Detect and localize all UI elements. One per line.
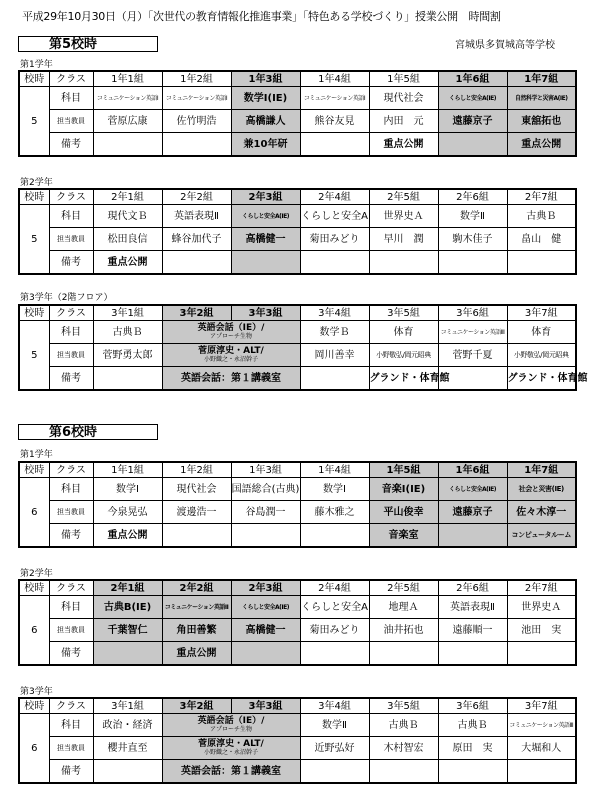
remarks-cell (369, 642, 438, 666)
merged-subject-cell (162, 714, 300, 737)
class-header: 1年2組 (162, 71, 231, 87)
class-header: 1年5組 (369, 71, 438, 87)
class-header: 3年6組 (438, 305, 507, 321)
class-header: 3年1組 (93, 305, 162, 321)
teacher-cell: 渡邊浩一 (162, 501, 231, 524)
class-header: 1年5組 (369, 462, 438, 478)
teacher-label: 担当教員 (49, 110, 93, 133)
class-header: 3年7組 (507, 698, 576, 714)
teacher-label: 担当教員 (49, 737, 93, 760)
class-column-header: クラス (49, 698, 93, 714)
merged-subject-cell (162, 321, 300, 344)
period-title: 第5校時 (18, 36, 158, 52)
teacher-label: 担当教員 (49, 501, 93, 524)
class-header: 2年3組 (231, 580, 300, 596)
subject-cell: 政治・経済 (93, 714, 162, 737)
subject-cell: コミュニケーション英語Ⅰ (93, 87, 162, 110)
teacher-cell: 大堀和人 (507, 737, 576, 760)
remarks-label: 備考 (49, 133, 93, 157)
class-header: 1年7組 (507, 71, 576, 87)
subject-label: 科目 (49, 205, 93, 228)
remarks-cell: 重点公開 (162, 642, 231, 666)
teacher-sub: 小野織之・永沼幹子 (203, 749, 258, 756)
teacher-cell: 近野弘好 (300, 737, 369, 760)
subject-cell: 現代文Ｂ (93, 205, 162, 228)
school-name: 宮城県多賀城高等学校 (455, 40, 555, 51)
subject-cell: 世界史Ａ (507, 596, 576, 619)
class-header: 2年7組 (507, 189, 576, 205)
class-header: 3年7組 (507, 305, 576, 321)
class-header: 1年6組 (438, 71, 507, 87)
subject-cell: 古典Ｂ (93, 321, 162, 344)
class-header: 2年1組 (93, 580, 162, 596)
class-header: 1年3組 (231, 462, 300, 478)
merged-teacher-cell (162, 737, 300, 760)
subject-cell: 社会と災害(IE) (507, 478, 576, 501)
period-number: 6 (19, 596, 49, 666)
subject-cell: 現代社会 (162, 478, 231, 501)
remarks-cell (162, 133, 231, 157)
remarks-cell: コンピュータルーム (507, 524, 576, 548)
subject-cell: コミュニケーション英語Ⅰ (162, 87, 231, 110)
period-column-header: 校時 (19, 71, 49, 87)
grade-label: 第2学年 (20, 178, 53, 188)
period-column-header: 校時 (19, 580, 49, 596)
class-header: 2年6組 (438, 580, 507, 596)
page-title: 平成29年10月30日（月）「次世代の教育情報化推進事業」「特色ある学校づくり」授業公開 時間割 (22, 10, 501, 23)
period-number: 5 (19, 205, 49, 275)
class-header: 1年1組 (93, 462, 162, 478)
class-header: 2年5組 (369, 189, 438, 205)
subject-label: 科目 (49, 596, 93, 619)
subject-cell: 古典Ｂ (438, 714, 507, 737)
remarks-cell: 兼10年研 (231, 133, 300, 157)
teacher-cell: 内田 元 (369, 110, 438, 133)
subject-cell: 音楽Ⅰ(IE) (369, 478, 438, 501)
class-header: 1年1組 (93, 71, 162, 87)
remarks-cell (507, 760, 576, 784)
teacher-cell: 高橋謙人 (231, 110, 300, 133)
remarks-label: 備考 (49, 367, 93, 391)
subject-cell: くらしと安全A(IE) (438, 87, 507, 110)
class-header: 1年4組 (300, 71, 369, 87)
remarks-cell (231, 524, 300, 548)
remarks-cell (300, 642, 369, 666)
timetable (18, 579, 577, 666)
remarks-cell (93, 760, 162, 784)
teacher-cell: 菅原広康 (93, 110, 162, 133)
subject-cell: 数学Ⅰ(IE) (231, 87, 300, 110)
class-column-header: クラス (49, 189, 93, 205)
class-header: 3年4組 (300, 698, 369, 714)
teacher-cell: 高橋健一 (231, 619, 300, 642)
teacher-cell: 蜂谷加代子 (162, 228, 231, 251)
subject-cell: コミュニケーション英語Ⅲ (507, 714, 576, 737)
subject-cell: 国語総合(古典) (231, 478, 300, 501)
teacher-cell: 東舘拓也 (507, 110, 576, 133)
teacher-cell: 菊田みどり (300, 619, 369, 642)
remarks-cell: グランド・体育館 (507, 367, 576, 391)
subject-sub: アプローチ生物 (209, 726, 252, 733)
teacher-cell: 池田 実 (507, 619, 576, 642)
teacher-cell: 高橋健一 (231, 228, 300, 251)
merged-remarks-cell: 英語会話：第１講義室 (162, 760, 300, 784)
remarks-label: 備考 (49, 524, 93, 548)
subject-label: 科目 (49, 714, 93, 737)
remarks-cell (300, 367, 369, 391)
remarks-cell (231, 251, 300, 275)
subject-cell: 古典Ｂ (369, 714, 438, 737)
class-column-header: クラス (49, 462, 93, 478)
remarks-cell (438, 251, 507, 275)
subject-cell: くらしと安全A(IE) (438, 478, 507, 501)
class-header: 3年3組 (231, 698, 300, 714)
class-header: 1年2組 (162, 462, 231, 478)
class-header: 1年7組 (507, 462, 576, 478)
class-column-header: クラス (49, 580, 93, 596)
subject-cell: 現代社会 (369, 87, 438, 110)
remarks-cell: 音楽室 (369, 524, 438, 548)
subject-cell: 古典Ｂ (507, 205, 576, 228)
teacher-sub: 小野織之・永沼幹子 (203, 356, 258, 363)
period-column-header: 校時 (19, 189, 49, 205)
class-header: 2年5組 (369, 580, 438, 596)
teacher-label: 担当教員 (49, 344, 93, 367)
subject-cell: くらしと安全A(IE) (231, 596, 300, 619)
subject-cell: 数学Ⅰ (300, 478, 369, 501)
teacher-cell: 佐々木淳一 (507, 501, 576, 524)
subject-cell: 地理Ａ (369, 596, 438, 619)
remarks-cell: 重点公開 (93, 251, 162, 275)
subject-cell: 英語表現Ⅱ (438, 596, 507, 619)
class-header: 3年3組 (231, 305, 300, 321)
subject-cell: 自然科学と災害A(IE) (507, 87, 576, 110)
remarks-cell (507, 642, 576, 666)
period-number: 6 (19, 714, 49, 784)
period-number: 5 (19, 321, 49, 391)
teacher-cell: 菅野勇太郎 (93, 344, 162, 367)
teacher-cell: 遠藤京子 (438, 110, 507, 133)
class-column-header: クラス (49, 305, 93, 321)
remarks-cell (300, 760, 369, 784)
class-header: 1年6組 (438, 462, 507, 478)
subject-cell: コミュニケーション英語Ⅰ (300, 87, 369, 110)
remarks-cell (438, 642, 507, 666)
subject-cell: くらしと安全A(IE) (231, 205, 300, 228)
timetable (18, 461, 577, 548)
period-column-header: 校時 (19, 462, 49, 478)
grade-label: 第2学年 (20, 569, 53, 579)
teacher-cell: 谷島潤一 (231, 501, 300, 524)
teacher-cell: 油井拓也 (369, 619, 438, 642)
subject-cell: くらしと安全A (300, 596, 369, 619)
grade-label: 第1学年 (20, 450, 53, 460)
timetable (18, 70, 577, 157)
teacher-cell: 岡川善幸 (300, 344, 369, 367)
timetable (18, 188, 577, 275)
grade-label: 第3学年（2階フロア） (20, 293, 113, 303)
remarks-label: 備考 (49, 251, 93, 275)
class-header: 3年1組 (93, 698, 162, 714)
subject-main: 英語会話（IE）/ (197, 323, 265, 333)
period-column-header: 校時 (19, 305, 49, 321)
remarks-cell: 重点公開 (369, 133, 438, 157)
class-column-header: クラス (49, 71, 93, 87)
remarks-cell (507, 251, 576, 275)
teacher-cell: 遠藤順一 (438, 619, 507, 642)
teacher-cell: 早川 潤 (369, 228, 438, 251)
remarks-cell (93, 367, 162, 391)
class-header: 3年6組 (438, 698, 507, 714)
teacher-cell: 原田 実 (438, 737, 507, 760)
teacher-cell: 櫻井直至 (93, 737, 162, 760)
class-header: 2年2組 (162, 189, 231, 205)
period-title: 第6校時 (18, 424, 158, 440)
subject-cell: 古典B(IE) (93, 596, 162, 619)
remarks-cell (231, 642, 300, 666)
teacher-cell: 今泉晃弘 (93, 501, 162, 524)
subject-cell: コミュニケーション英語Ⅲ (438, 321, 507, 344)
subject-label: 科目 (49, 321, 93, 344)
class-header: 2年1組 (93, 189, 162, 205)
remarks-cell (300, 133, 369, 157)
class-header: 2年4組 (300, 580, 369, 596)
remarks-cell: 重点公開 (93, 524, 162, 548)
teacher-label: 担当教員 (49, 228, 93, 251)
teacher-cell: 藤木雅之 (300, 501, 369, 524)
merged-teacher-cell (162, 344, 300, 367)
period-number: 6 (19, 478, 49, 548)
teacher-cell: 松田良信 (93, 228, 162, 251)
subject-label: 科目 (49, 87, 93, 110)
teacher-cell: 畠山 健 (507, 228, 576, 251)
remarks-cell (438, 133, 507, 157)
teacher-main: 菅原淳史・ALT/ (198, 739, 264, 749)
class-header: 3年4組 (300, 305, 369, 321)
remarks-cell (93, 642, 162, 666)
remarks-cell (438, 524, 507, 548)
teacher-main: 菅原淳史・ALT/ (198, 346, 264, 356)
teacher-cell: 菊田みどり (300, 228, 369, 251)
class-header: 3年2組 (162, 698, 231, 714)
subject-cell: 数学Ⅰ (93, 478, 162, 501)
subject-cell: 数学Ⅱ (438, 205, 507, 228)
class-header: 1年4組 (300, 462, 369, 478)
remarks-cell (369, 760, 438, 784)
teacher-cell: 菅野千夏 (438, 344, 507, 367)
class-header: 3年5組 (369, 305, 438, 321)
teacher-cell: 駒木佳子 (438, 228, 507, 251)
subject-cell: コミュニケーション英語Ⅱ (162, 596, 231, 619)
teacher-cell: 小野敬弘/岡元昭典 (369, 344, 438, 367)
merged-remarks-cell: 英語会話：第１講義室 (162, 367, 300, 391)
teacher-cell: 熊谷友見 (300, 110, 369, 133)
remarks-cell: 重点公開 (507, 133, 576, 157)
subject-cell: 体育 (369, 321, 438, 344)
grade-label: 第1学年 (20, 60, 53, 70)
subject-cell: 数学Ⅱ (300, 714, 369, 737)
timetable (18, 697, 577, 784)
period-number: 5 (19, 87, 49, 157)
period-column-header: 校時 (19, 698, 49, 714)
class-header: 2年6組 (438, 189, 507, 205)
class-header: 3年2組 (162, 305, 231, 321)
class-header: 2年2組 (162, 580, 231, 596)
subject-cell: くらしと安全A (300, 205, 369, 228)
teacher-cell: 千葉智仁 (93, 619, 162, 642)
remarks-cell (300, 524, 369, 548)
remarks-cell (162, 524, 231, 548)
remarks-cell (438, 760, 507, 784)
subject-cell: 世界史Ａ (369, 205, 438, 228)
grade-label: 第3学年 (20, 687, 53, 697)
teacher-cell: 角田善繁 (162, 619, 231, 642)
subject-label: 科目 (49, 478, 93, 501)
class-header: 2年7組 (507, 580, 576, 596)
subject-cell: 英語表現Ⅱ (162, 205, 231, 228)
teacher-cell: 遠藤京子 (438, 501, 507, 524)
class-header: 3年5組 (369, 698, 438, 714)
class-header: 2年3組 (231, 189, 300, 205)
teacher-cell: 木村智宏 (369, 737, 438, 760)
timetable (18, 304, 588, 391)
teacher-label: 担当教員 (49, 619, 93, 642)
remarks-cell (369, 251, 438, 275)
subject-main: 英語会話（IE）/ (197, 716, 265, 726)
remarks-cell (162, 251, 231, 275)
teacher-cell: 佐竹明浩 (162, 110, 231, 133)
remarks-label: 備考 (49, 642, 93, 666)
remarks-cell: グランド・体育館 (369, 367, 438, 391)
teacher-cell: 平山俊幸 (369, 501, 438, 524)
subject-cell: 体育 (507, 321, 576, 344)
teacher-cell: 小野敬弘/岡元昭典 (507, 344, 576, 367)
remarks-label: 備考 (49, 760, 93, 784)
remarks-cell (93, 133, 162, 157)
remarks-cell (300, 251, 369, 275)
subject-sub: アプローチ生物 (209, 333, 252, 340)
class-header: 1年3組 (231, 71, 300, 87)
class-header: 2年4組 (300, 189, 369, 205)
subject-cell: 数学Ｂ (300, 321, 369, 344)
